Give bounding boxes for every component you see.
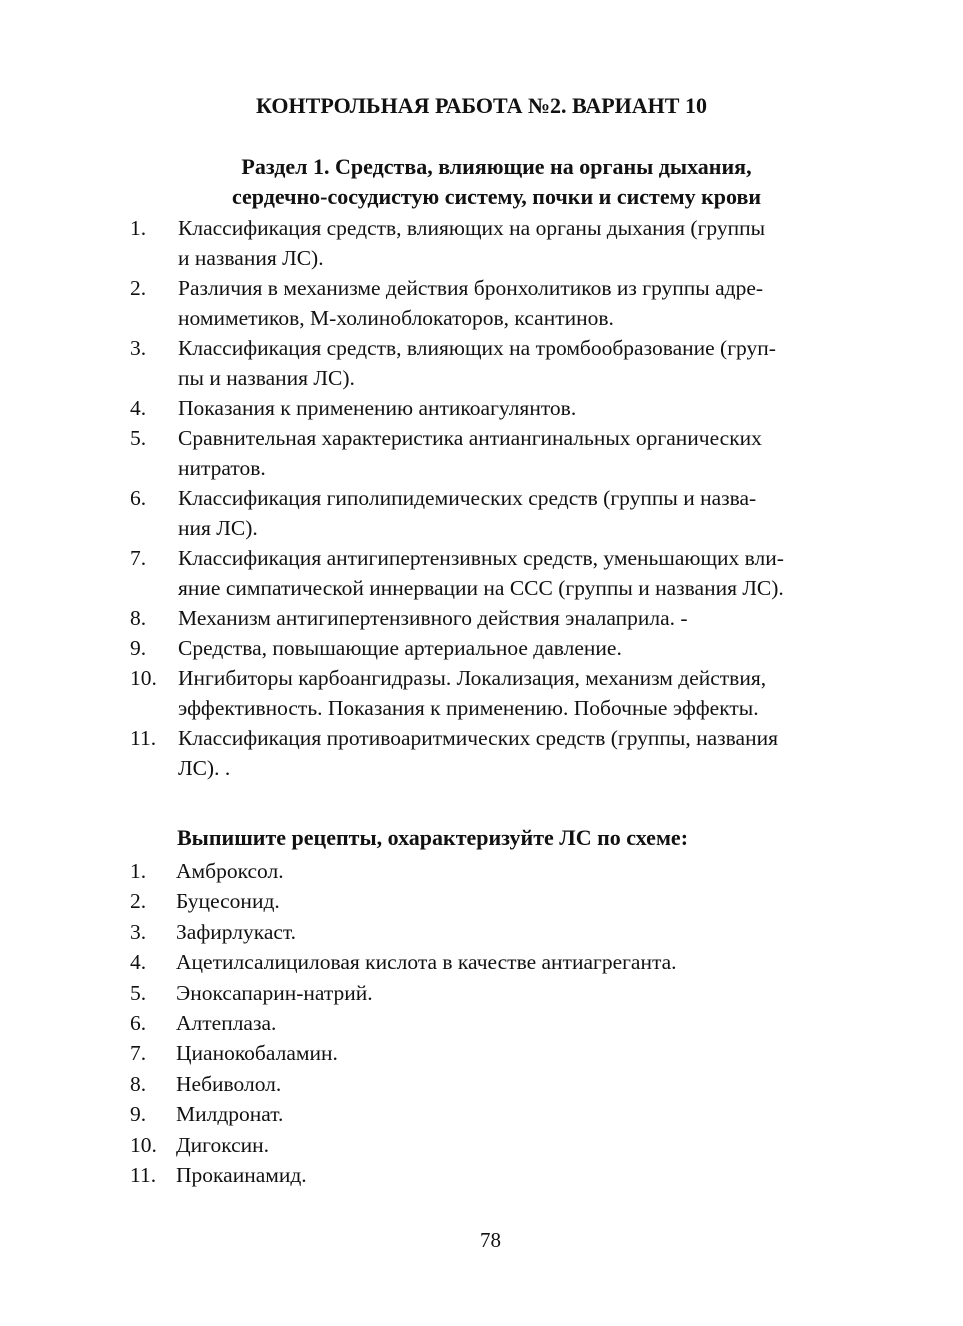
question-text-line: пы и названия ЛС).	[178, 366, 355, 390]
prescription-item	[130, 1099, 677, 1129]
question-text-line: Механизм антигипертензивного действия эналаприла. -	[178, 606, 688, 630]
question-number: 11.	[130, 726, 157, 750]
prescription-number: 7.	[130, 1041, 147, 1066]
prescription-item	[130, 1069, 677, 1099]
prescription-text: Зафирлукаст.	[176, 919, 297, 944]
question-text	[178, 543, 870, 603]
question-text-line: Показания к применению антикоагулянтов.	[178, 396, 577, 420]
question-text	[178, 393, 870, 423]
page-title: КОНТРОЛЬНАЯ РАБОТА №2. ВАРИАНТ 10	[256, 93, 707, 118]
question-number: 9.	[130, 636, 147, 660]
question-text-line: нитратов.	[178, 456, 266, 480]
questions-list	[130, 213, 870, 783]
question-text	[178, 633, 870, 663]
prescription-number: 11.	[130, 1163, 157, 1188]
question-number: 3.	[130, 336, 147, 360]
prescription-number: 4.	[130, 950, 147, 975]
prescription-number: 9.	[130, 1102, 147, 1127]
prescription-text: Алтеплаза.	[176, 1011, 277, 1036]
prescription-text: Цианокобаламин.	[176, 1041, 338, 1066]
question-number: 2.	[130, 276, 147, 300]
question-item	[130, 663, 870, 723]
prescription-number: 1.	[130, 859, 147, 883]
prescription-text: Эноксапарин-натрий.	[176, 980, 373, 1005]
prescription-text: Небиволол.	[176, 1071, 282, 1096]
question-text-line: Различия в механизме действия бронхолитиков из группы адре-	[178, 276, 764, 300]
page-number: 78	[480, 1228, 501, 1252]
question-text-line: Классификация антигипертензивных средств, уменьшающих вли-	[178, 546, 784, 570]
prescription-item	[130, 1130, 677, 1160]
question-item	[130, 723, 870, 783]
question-text-line: Классификация средств, влияющих на тромбообразование (груп-	[178, 336, 776, 360]
prescription-text: Милдронат.	[176, 1102, 284, 1127]
question-text-line: Средства, повышающие артериальное давление.	[178, 636, 622, 660]
question-item	[130, 483, 870, 543]
prescription-text: Прокаинамид.	[176, 1163, 307, 1188]
prescription-item	[130, 1160, 677, 1190]
prescription-number: 10.	[130, 1132, 157, 1157]
prescription-item	[130, 947, 677, 977]
question-text-line: Классификация гиполипидемических средств (группы и назва-	[178, 486, 757, 510]
prescription-number: 6.	[130, 1011, 147, 1036]
question-text-line: ЛС). .	[178, 756, 231, 780]
question-text-line: Классификация противоаритмических средств (группы, названия	[178, 726, 778, 750]
question-item	[130, 333, 870, 393]
question-number: 8.	[130, 606, 147, 630]
question-number: 7.	[130, 546, 147, 570]
question-item	[130, 543, 870, 603]
question-text	[178, 423, 870, 483]
prescription-number: 5.	[130, 980, 147, 1005]
prescription-item	[130, 1008, 677, 1038]
section-title-line: сердечно-сосудистую систему, почки и систему крови	[231, 184, 762, 209]
question-text-line: Ингибиторы карбоангидразы. Локализация, механизм действия,	[178, 666, 767, 690]
question-text-line: эффективность. Показания к применению. Побочные эффекты.	[178, 696, 759, 720]
question-text-line: и названия ЛС).	[178, 246, 324, 270]
question-item	[130, 423, 870, 483]
question-number: 6.	[130, 486, 147, 510]
question-item	[130, 393, 870, 423]
prescription-item	[130, 856, 677, 886]
prescription-text: Буцесонид.	[176, 889, 280, 914]
question-text-line: Сравнительная характеристика антиангинальных органических	[178, 426, 762, 450]
question-text-line: яние симпатической иннервации на ССС (группы и названия ЛС).	[178, 576, 784, 600]
question-text-line: номиметиков, М-холиноблокаторов, ксантинов.	[178, 306, 614, 330]
prescription-item	[130, 1038, 677, 1068]
question-text	[178, 603, 870, 633]
prescriptions-title: Выпишите рецепты, охарактеризуйте ЛС по схеме:	[177, 825, 689, 850]
question-item	[130, 273, 870, 333]
question-number: 5.	[130, 426, 147, 450]
section-title	[0, 152, 963, 212]
question-item	[130, 603, 870, 633]
prescription-text: Амброксол.	[176, 859, 284, 883]
prescriptions-list	[130, 856, 677, 1190]
question-text-line: ния ЛС).	[178, 516, 258, 540]
question-number: 4.	[130, 396, 147, 420]
section-title-line: Раздел 1. Средства, влияющие на органы дыхания,	[241, 154, 752, 179]
prescription-item	[130, 886, 677, 916]
question-text	[178, 213, 870, 273]
prescription-number: 3.	[130, 919, 147, 944]
question-number: 1.	[130, 216, 147, 240]
question-text	[178, 483, 870, 543]
prescription-number: 2.	[130, 889, 147, 914]
question-text-line: Классификация средств, влияющих на органы дыхания (группы	[178, 216, 766, 240]
question-text	[178, 663, 870, 723]
prescription-text: Ацетилсалициловая кислота в качестве антиагреганта.	[176, 950, 677, 975]
question-text	[178, 333, 870, 393]
question-item	[130, 633, 870, 663]
question-text	[178, 723, 870, 783]
prescription-text: Дигоксин.	[176, 1132, 270, 1157]
question-item	[130, 213, 870, 273]
question-text	[178, 273, 870, 333]
prescription-item	[130, 917, 677, 947]
prescription-number: 8.	[130, 1071, 147, 1096]
question-number: 10.	[130, 666, 157, 690]
prescription-item	[130, 978, 677, 1008]
